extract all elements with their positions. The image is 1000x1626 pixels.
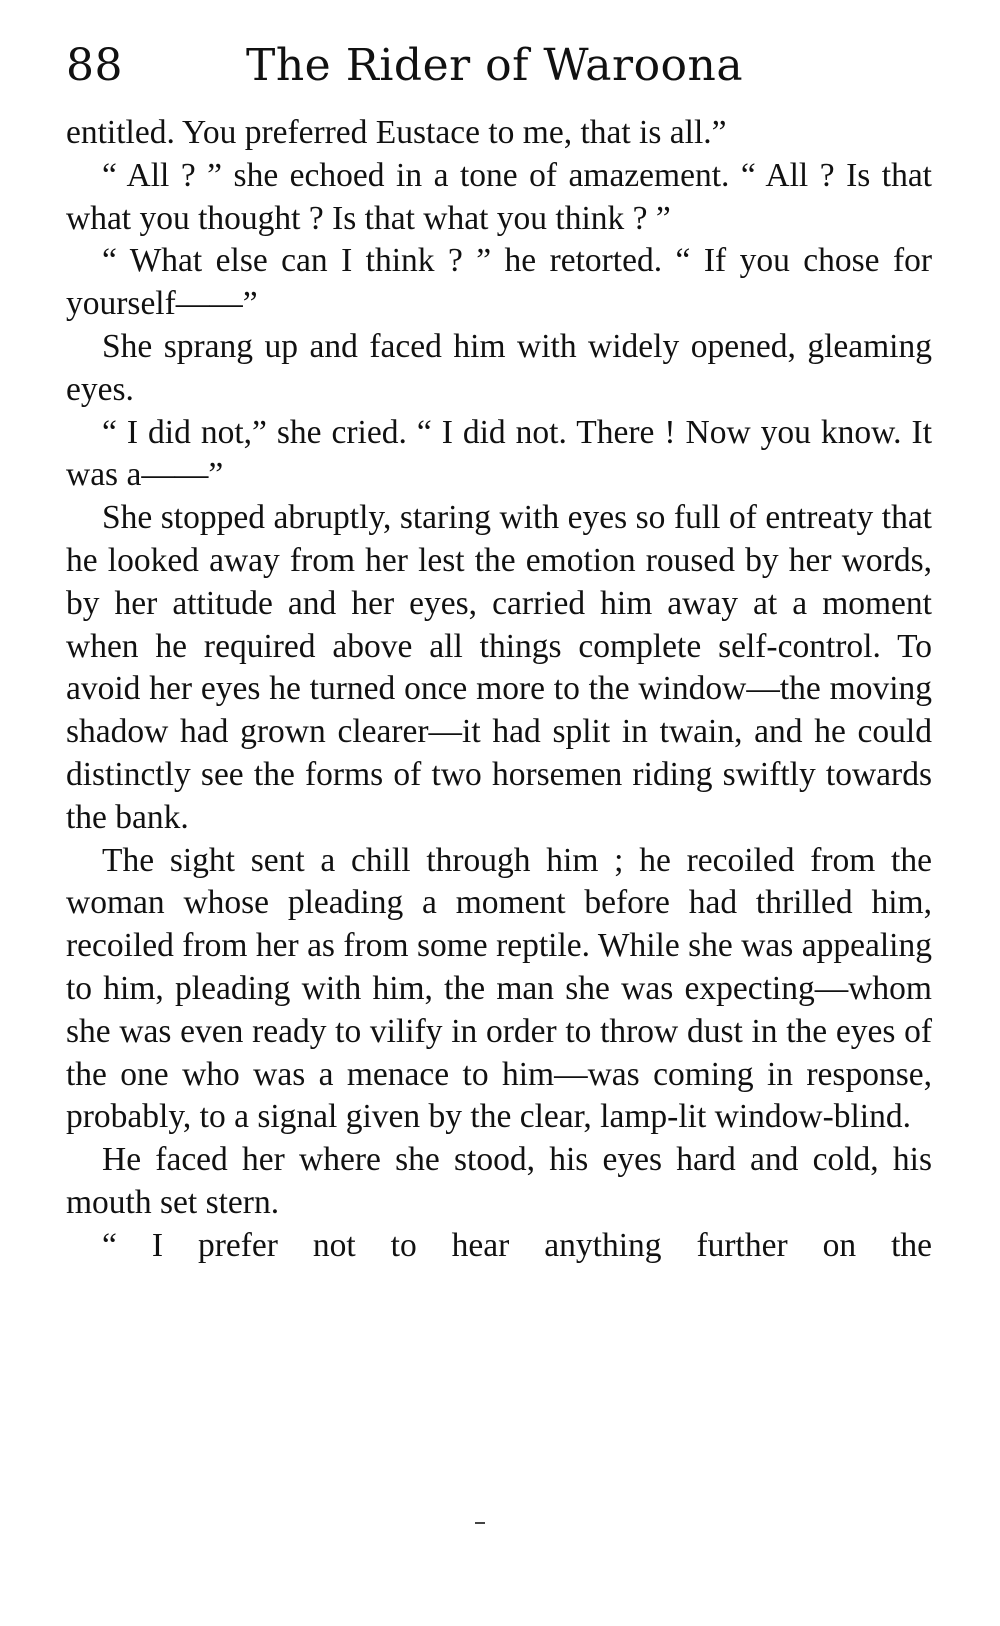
paragraph-6: She stopped abruptly, staring with eyes so full of entreaty that he looked away from her lest the emotion roused by her words, by her attitude and her eyes, carried him away at a moment when he required above all things complete self-control. To avoid her eyes he turned once more to the window—the moving shadow had grown clearer—it had split in twain, and he could distinctly see the forms of two horsemen riding swiftly towards the bank.	[66, 499, 932, 836]
paragraph-5: “ I did not,” she cried. “ I did not. There ! Now you know. It was a——”	[66, 413, 932, 494]
paragraph-9: “ I prefer not to hear anything further on the	[102, 1226, 932, 1264]
paragraph-7: The sight sent a chill through him ; he recoiled from the woman whose pleading a moment before had thrilled him, recoiled from her as from some reptile. While she was appealing to him, pleading with him, the man she was expecting—whom she was even ready to vilify in order to throw dust in the eyes of the one who was a menace to him—was coming in response, probably, to a signal given by the clear, lamp-lit window-blind.	[66, 841, 932, 1136]
paragraph-8: He faced her where she stood, his eyes hard and cold, his mouth set stern.	[66, 1141, 932, 1221]
page-number: 88	[66, 40, 123, 91]
body-text	[66, 112, 932, 1268]
paragraph-3: “ What else can I think ? ” he retorted. “ If you chose for yourself——”	[66, 242, 932, 323]
paragraph-4: She sprang up and faced him with widely opened, gleaming eyes.	[66, 327, 932, 408]
paragraph-2: “ All ? ” she echoed in a tone of amazement. “ All ? Is that what you thought ? Is that what you think ? ”	[66, 156, 932, 237]
book-title: The Rider of Waroona	[246, 40, 744, 91]
footer-mark	[475, 1522, 485, 1524]
running-head	[66, 40, 932, 112]
book-page	[66, 40, 932, 1268]
paragraph-1: entitled. You preferred Eustace to me, that is all.”	[66, 114, 727, 151]
